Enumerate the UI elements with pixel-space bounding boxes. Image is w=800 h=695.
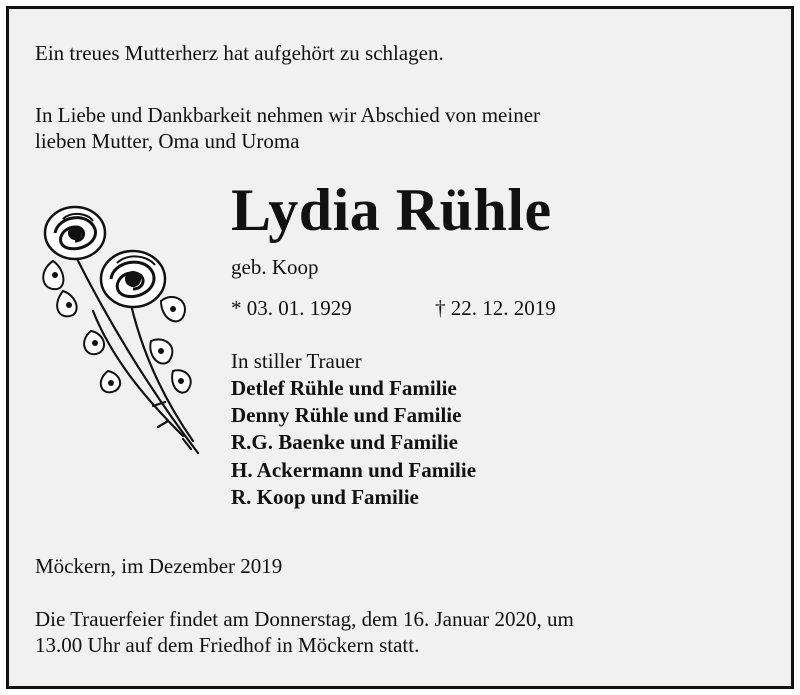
family-entry: Denny Rühle und Familie xyxy=(231,403,462,427)
maiden-name: geb. Koop xyxy=(231,255,319,279)
family-entry: R.G. Baenke und Familie xyxy=(231,430,458,454)
intro-line-1: Ein treues Mutterherz hat aufgehört zu schlagen. xyxy=(35,41,444,65)
funeral-line-1: Die Trauerfeier findet am Donnerstag, dem 16. Januar 2020, um xyxy=(35,607,574,631)
family-entry: Detlef Rühle und Familie xyxy=(231,376,457,400)
deceased-name: Lydia Rühle xyxy=(231,177,552,243)
mourners-heading: In stiller Trauer xyxy=(231,349,362,373)
intro-line-3: lieben Mutter, Oma und Uroma xyxy=(35,129,300,153)
rose-icon xyxy=(33,191,213,471)
death-date: † 22. 12. 2019 xyxy=(435,296,556,320)
intro-line-2: In Liebe und Dankbarkeit nehmen wir Abschied von meiner xyxy=(35,103,541,127)
place-date: Möckern, im Dezember 2019 xyxy=(35,554,283,578)
family-entry: H. Ackermann und Familie xyxy=(231,458,477,482)
birth-date: * 03. 01. 1929 xyxy=(231,296,352,320)
family-entry: R. Koop und Familie xyxy=(231,485,419,509)
obituary-notice xyxy=(6,6,794,689)
funeral-line-2: 13.00 Uhr auf dem Friedhof in Möckern statt. xyxy=(35,633,420,657)
